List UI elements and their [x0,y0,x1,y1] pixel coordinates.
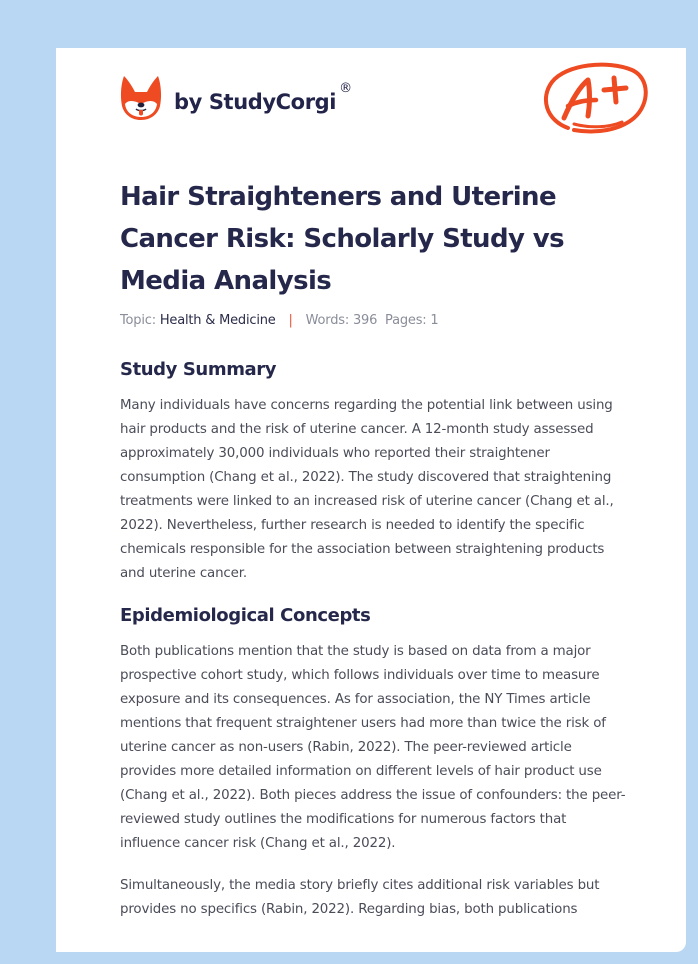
logo-text: by StudyCorgi [174,90,337,114]
topic-label: Topic: [120,313,156,328]
studycorgi-logo[interactable] [120,74,352,122]
header [56,48,686,158]
word-count: Words: 396 [305,313,378,328]
a-plus-icon [538,58,650,140]
page-title: Hair Straighteners and Uterine Cancer Risk: Scholarly Study vs Media Analysis [120,182,565,296]
corgi-icon [120,74,162,122]
section-heading-study-summary: Study Summary [120,359,277,380]
paragraph: Both publications mention that the study is based on data from a major prospective cohort study, which follows individuals over time to measure exposure and its consequences. As for association, the NY Times article mentions that frequent straightener users had more than twice the risk of uterine cancer as non-users (Rabin, 2022). The peer-reviewed article provides more detailed information on different levels of hair product use (Chang et al., 2022). Both pieces address the issue of confounders: the peer-reviewed study outlines the modifications for numerous factors that influence cancer risk (Chang et al., 2022). [120,644,626,851]
registered-mark: ® [339,80,353,96]
section-heading-epidemiological-concepts: Epidemiological Concepts [120,605,371,626]
topic-link[interactable]: Health & Medicine [159,313,276,328]
paragraph: Simultaneously, the media story briefly cites additional risk variables but provides no specifics (Rabin, 2022). Regarding bias, both publications [120,878,600,917]
paragraph: Many individuals have concerns regarding the potential link between using hair products and the risk of uterine cancer. A 12-month study assessed approximately 30,000 individuals who reported their straightener consumption (Chang et al., 2022). The study discovered that straightening treatments were linked to an increased risk of uterine cancer (Chang et al., 2022). Nevertheless, further research is needed to identify the specific chemicals responsible for the association between straightening products and uterine cancer. [120,398,614,581]
document-content [120,176,630,922]
document-card [56,48,686,952]
page-count: Pages: 1 [385,313,439,328]
meta-separator: | [288,313,293,328]
document-meta [120,312,630,330]
